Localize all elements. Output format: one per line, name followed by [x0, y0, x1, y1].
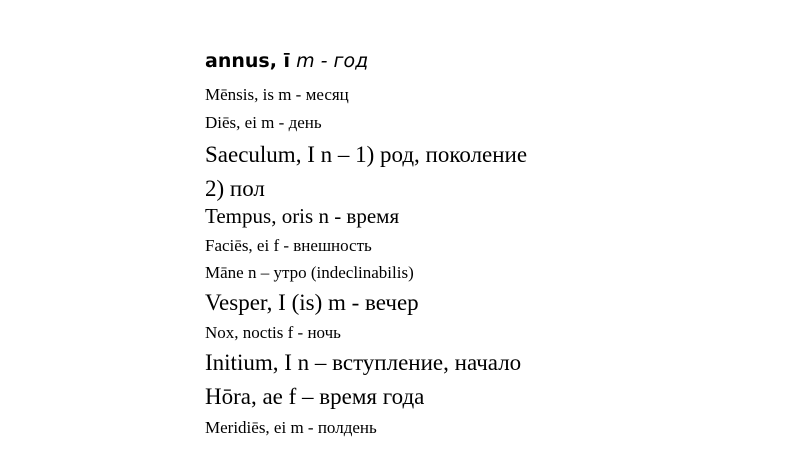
- entry-definition: m - год: [290, 50, 369, 72]
- vocabulary-entry-vesper: Vesper, I (is) m - вечер: [205, 290, 419, 315]
- vocabulary-entry-saeculum-continued: 2) пол: [205, 176, 265, 201]
- vocabulary-entry-dies: Diēs, ei m - день: [205, 113, 322, 132]
- vocabulary-entry-hora: Hōra, ae f – время года: [205, 384, 425, 409]
- entry-lemma: annus, ī: [205, 50, 291, 72]
- vocabulary-entry-nox: Nox, noctis f - ночь: [205, 323, 341, 342]
- vocabulary-entry-initium: Initium, I n – вступление, начало: [205, 350, 522, 375]
- vocabulary-entry-mane: Māne n – утро (indeclinabilis): [205, 263, 414, 282]
- vocabulary-entry-annus: [205, 52, 368, 71]
- vocabulary-entry-facies: Faciēs, ei f - внешность: [205, 236, 372, 255]
- vocabulary-entry-saeculum: Saeculum, I n – 1) род, поколение: [205, 142, 528, 167]
- vocabulary-entry-meridies: Meridiēs, ei m - полдень: [205, 418, 377, 437]
- vocabulary-entry-mensis: Mēnsis, is m - месяц: [205, 85, 349, 104]
- vocabulary-entry-tempus: Tempus, oris n - время: [205, 204, 400, 228]
